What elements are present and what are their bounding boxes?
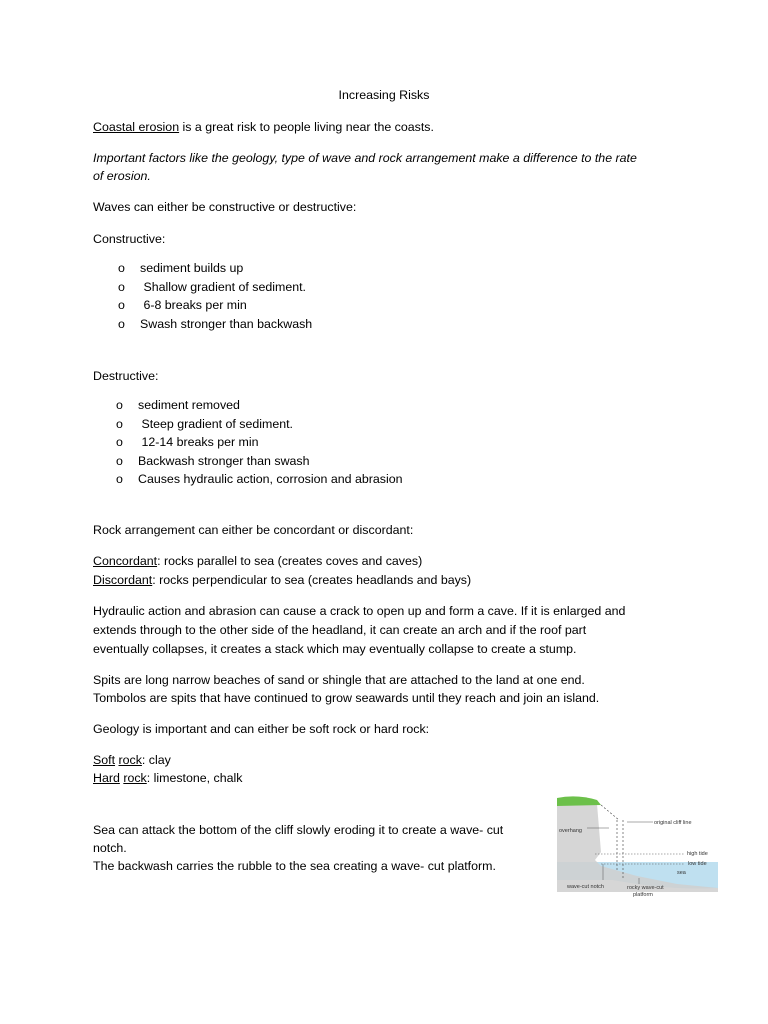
constructive-list xyxy=(118,259,312,333)
list-item: o Shallow gradient of sediment. xyxy=(118,279,306,294)
waves-intro: Waves can either be constructive or destructive: xyxy=(93,200,357,214)
label-overhang: overhang xyxy=(559,828,582,834)
label-original-cliff: original cliff line xyxy=(654,820,692,826)
wave-cut-platform-diagram xyxy=(557,792,718,902)
destructive-heading: Destructive: xyxy=(93,369,159,383)
soft-rock-line: Soft rock: clay xyxy=(93,753,171,767)
label-high-tide: high tide xyxy=(687,851,708,857)
label-platform-2: platform xyxy=(633,892,653,898)
concordant-line: Concordant: rocks parallel to sea (creates coves and caves) xyxy=(93,554,423,568)
page-title: Increasing Risks xyxy=(338,88,430,102)
list-item: o 6-8 breaks per min xyxy=(118,298,247,313)
rock-intro: Rock arrangement can either be concordant or discordant: xyxy=(93,523,414,537)
label-sea: sea xyxy=(677,870,686,876)
intro-paragraph xyxy=(93,118,434,136)
coastal-erosion-term: Coastal erosion xyxy=(93,120,180,134)
hydraulic-line-1: Hydraulic action and abrasion can cause a crack to open up and form a cave. If it is enlarged and xyxy=(93,604,626,618)
list-item: o sediment builds up xyxy=(118,261,244,275)
constructive-heading: Constructive: xyxy=(93,232,166,246)
factors-line-2: of erosion. xyxy=(93,169,151,183)
destructive-list xyxy=(116,396,402,489)
list-item: o Swash stronger than backwash xyxy=(118,316,313,331)
list-item: o Causes hydraulic action, corrosion and abrasion xyxy=(116,472,403,487)
label-platform-1: rocky wave-cut xyxy=(627,885,664,891)
concordant-term: Concordant xyxy=(93,554,158,568)
list-item: o sediment removed xyxy=(116,398,240,412)
list-item: o Steep gradient of sediment. xyxy=(116,416,293,431)
discordant-line: Discordant: rocks perpendicular to sea (creates headlands and bays) xyxy=(93,573,472,587)
factors-line-1: Important factors like the geology, type of wave and rock arrangement make a difference to the rate xyxy=(93,151,637,165)
spits-line-1: Spits are long narrow beaches of sand or shingle that are attached to the land at one end. xyxy=(93,673,585,687)
hydraulic-line-3: eventually collapses, it creates a stack which may eventually collapse to create a stump. xyxy=(93,642,577,656)
list-item: o Backwash stronger than swash xyxy=(116,453,310,468)
list-item: o 12-14 breaks per min xyxy=(116,435,259,450)
label-low-tide: low tide xyxy=(688,861,707,867)
geology-intro: Geology is important and can either be soft rock or hard rock: xyxy=(93,722,430,736)
sea-attack-line-2: notch. xyxy=(93,841,127,855)
spits-line-2: Tombolos are spits that have continued to grow seawards until they reach and join an island. xyxy=(93,691,600,705)
discordant-term: Discordant xyxy=(93,573,153,587)
sea-attack-line-3: The backwash carries the rubble to the sea creating a wave- cut platform. xyxy=(93,859,496,873)
sea-attack-line-1: Sea can attack the bottom of the cliff slowly eroding it to create a wave- cut xyxy=(93,823,504,837)
hydraulic-line-2: extends through to the other side of the headland, it can create an arch and if the roof part xyxy=(93,623,587,637)
label-wave-cut-notch: wave-cut notch xyxy=(567,884,604,890)
intro-text: is a great risk to people living near the coasts. xyxy=(179,120,434,134)
hard-rock-line: Hard rock: limestone, chalk xyxy=(93,771,243,785)
